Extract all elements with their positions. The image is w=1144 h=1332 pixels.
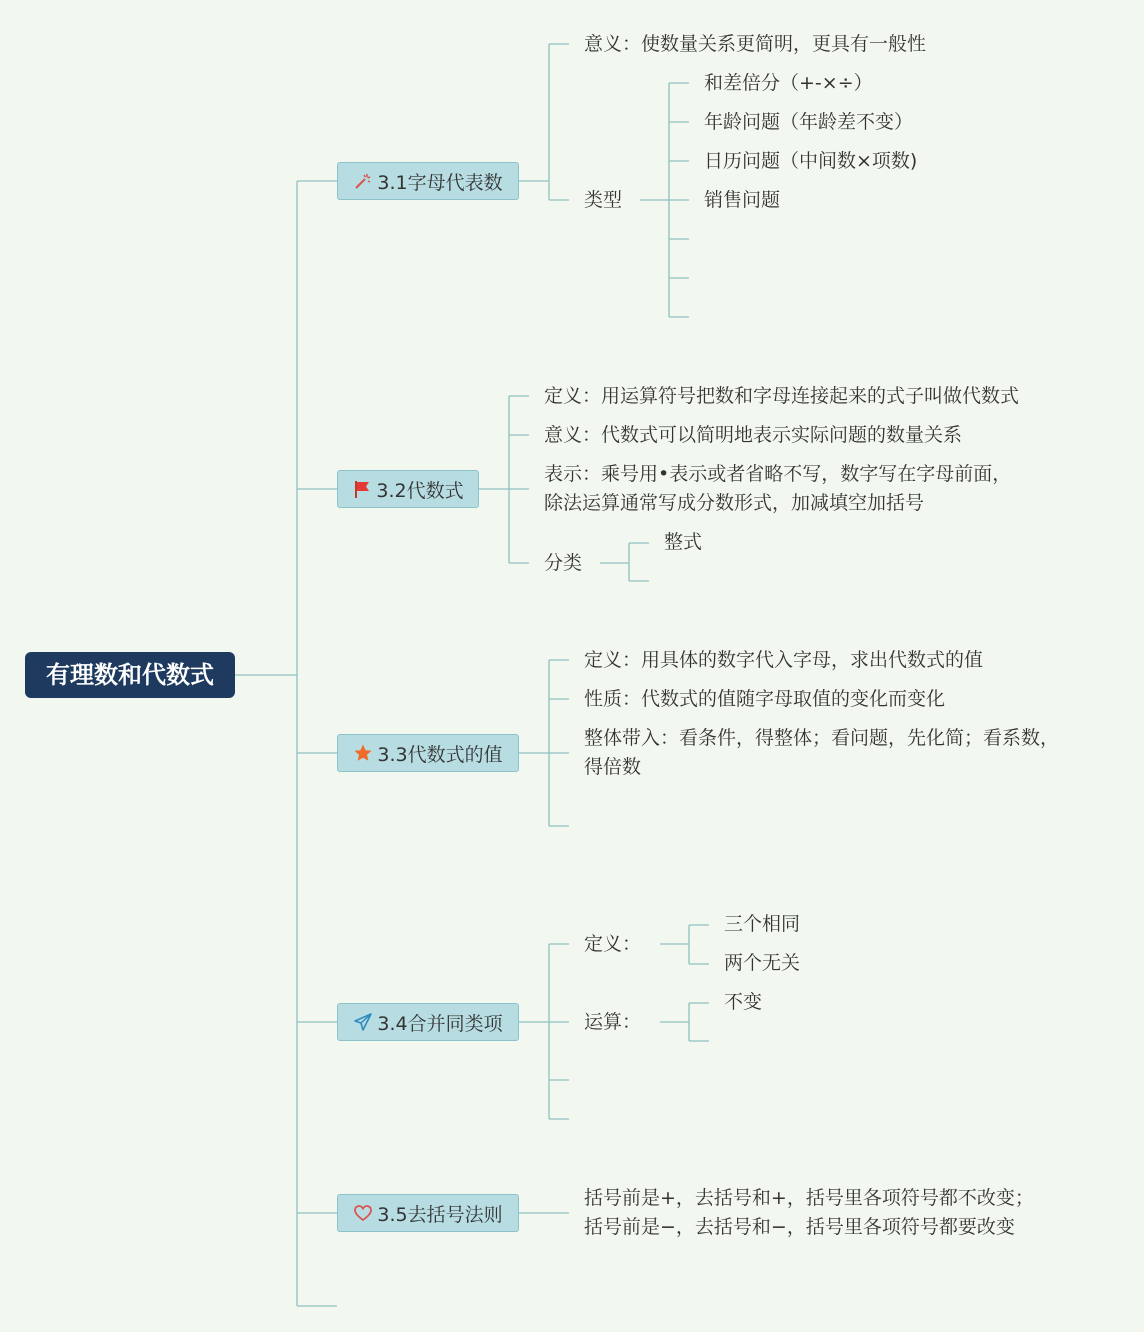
topic-node-3-3[interactable] <box>337 734 519 772</box>
substitution-node[interactable] <box>584 724 1059 782</box>
paper-plane-icon <box>353 1012 373 1032</box>
notation-line: 除法运算通常写成分数形式，加减填空加括号 <box>544 492 925 514</box>
notation-node[interactable] <box>544 460 1011 518</box>
definition-item[interactable]: 两个无关 <box>724 952 801 974</box>
classification-node[interactable]: 分类 <box>544 552 583 574</box>
star-icon <box>353 743 373 763</box>
magic-wand-icon <box>353 171 373 191</box>
definition-node[interactable]: 定义：用具体的数字代入字母，求出代数式的值 <box>584 649 984 671</box>
topic-label: 3.2代数式 <box>376 479 464 502</box>
topic-node-3-4[interactable] <box>337 1003 519 1041</box>
property-node[interactable]: 性质：代数式的值随字母取值的变化而变化 <box>584 688 946 710</box>
notation-line: 表示：乘号用•表示或者省略不写，数字写在字母前面， <box>544 463 1012 485</box>
rule-node[interactable] <box>584 1184 1034 1242</box>
root-node[interactable]: 有理数和代数式 <box>25 652 235 698</box>
meaning-node[interactable]: 意义：代数式可以简明地表示实际问题的数量关系 <box>544 424 963 446</box>
rule-line: 括号前是−，去括号和−，括号里各项符号都要改变 <box>584 1216 1015 1238</box>
red-flag-icon <box>352 479 372 499</box>
definition-node[interactable]: 定义： <box>584 933 642 955</box>
operation-item[interactable]: 不变 <box>724 991 763 1013</box>
substitution-line: 得倍数 <box>584 756 642 778</box>
definition-node[interactable]: 定义：用运算符号把数和字母连接起来的式子叫做代数式 <box>544 385 1020 407</box>
rule-line: 括号前是+，去括号和+，括号里各项符号都不改变； <box>584 1187 1034 1209</box>
substitution-line: 整体带入：看条件，得整体；看问题，先化简；看系数， <box>584 727 1060 749</box>
type-item[interactable]: 年龄问题（年龄差不变） <box>704 111 914 133</box>
meaning-node[interactable]: 意义：使数量关系更简明，更具有一般性 <box>584 33 927 55</box>
classification-item[interactable]: 整式 <box>664 531 703 553</box>
topic-node-3-1[interactable] <box>337 162 519 200</box>
operation-node[interactable]: 运算： <box>584 1011 642 1033</box>
definition-item[interactable]: 三个相同 <box>724 913 801 935</box>
type-item[interactable]: 日历问题（中间数×项数) <box>704 150 918 172</box>
topic-node-3-2[interactable] <box>337 470 479 508</box>
topic-label: 3.1字母代表数 <box>377 171 503 194</box>
topic-label: 3.4合并同类项 <box>377 1012 503 1035</box>
heart-icon <box>353 1203 373 1223</box>
topic-label: 3.5去括号法则 <box>377 1203 503 1226</box>
types-node[interactable]: 类型 <box>584 189 623 211</box>
topic-node-3-5[interactable] <box>337 1194 519 1232</box>
topic-label: 3.3代数式的值 <box>377 743 503 766</box>
type-item[interactable]: 销售问题 <box>704 189 781 211</box>
type-item[interactable]: 和差倍分（+-×÷） <box>704 72 873 94</box>
